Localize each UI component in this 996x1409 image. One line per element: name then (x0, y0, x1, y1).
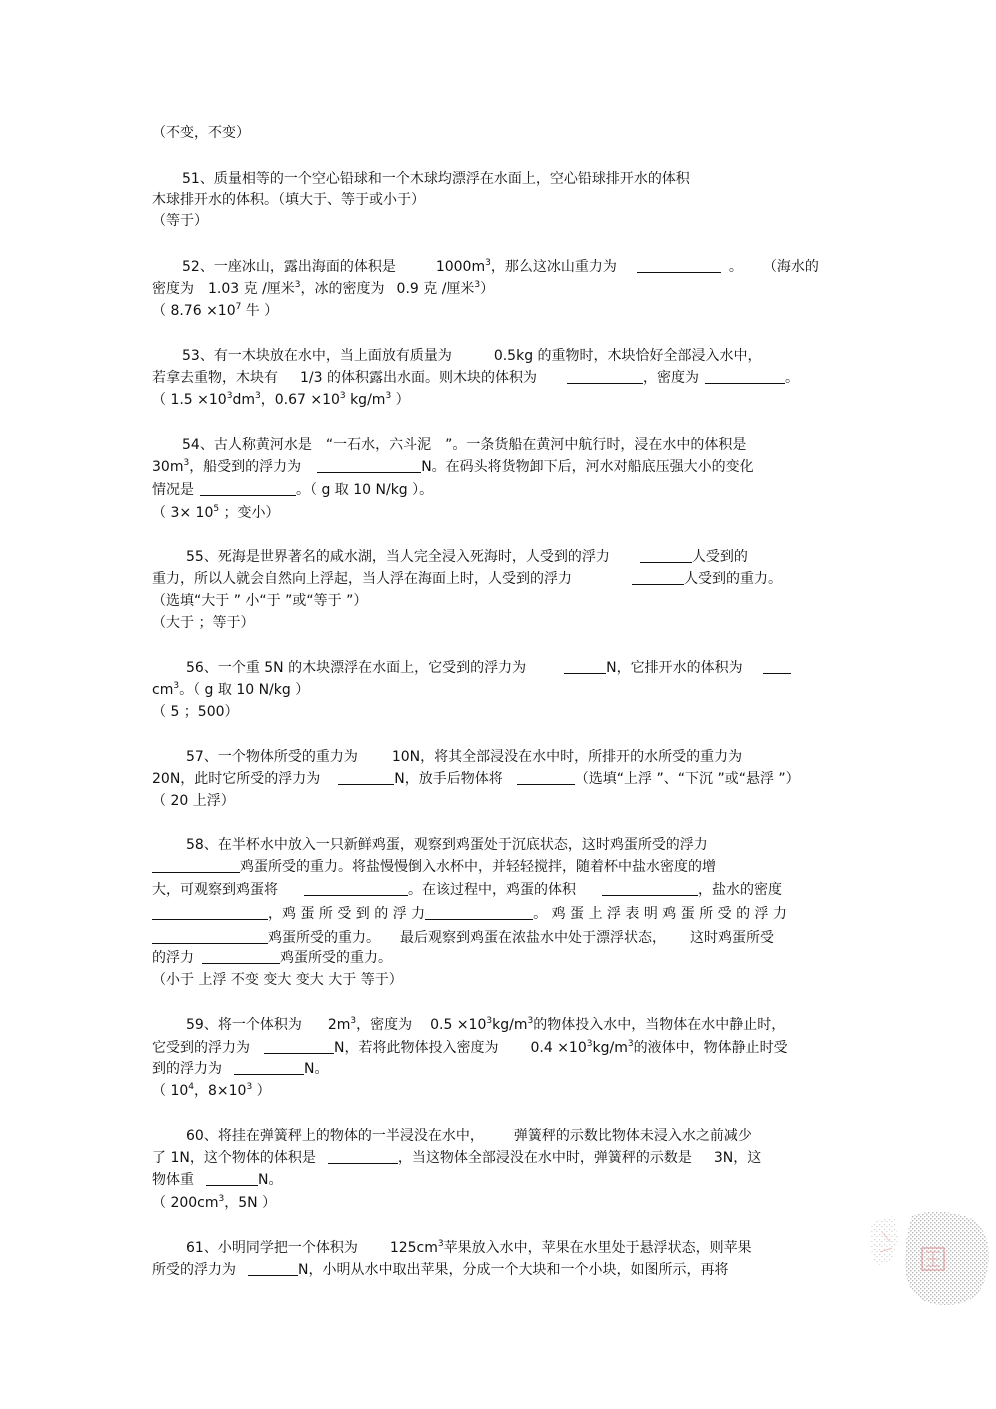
question-60-line-1: 60、将挂在弹簧秤上的物体的一半浸没在水中， 弹簧秤的示数比物体未浸入水之前减少 (186, 1128, 752, 1144)
answer-52: （ $8.76 \times 10^7$ 牛 ） (152, 302, 279, 319)
question-58-line-5: 鸡蛋所受的重力。 最后观察到鸡蛋在浓盐水中处于漂浮状态， 这时鸡蛋所受 (152, 929, 774, 947)
answer-blank[interactable] (763, 659, 791, 674)
answer-59: （ $10^4$，$8\times 10^3$ ） (152, 1082, 271, 1099)
answer-blank[interactable] (338, 770, 394, 785)
question-51-line-1: 51、质量相等的一个空心铅球和一个木球均漂浮在水面上，空心铅球排开水的体积 (182, 171, 690, 187)
question-58-line-2: 鸡蛋所受的重力。将盐慢慢倒入水杯中，并轻轻搅拌，随着杯中盐水密度的增 (152, 858, 716, 876)
question-52-line-2: 密度为 1.03 克 /厘米$^3$，冰的密度为 0.9 克 /厘米$^3$） (152, 280, 495, 297)
answer-blank[interactable] (567, 369, 643, 384)
question-55-line-2: 重力，所以人就会自然向上浮起，当人浮在海面上时，人受到的浮力 人受到的重力。 (152, 571, 782, 587)
answer-54: （ $3\times 10^5$ ；变小） (152, 504, 280, 521)
answer-blank[interactable] (152, 929, 268, 944)
answer-56: （ 5 ；500） (152, 704, 239, 720)
answer-blank[interactable] (602, 881, 698, 896)
answer-blank[interactable] (632, 570, 684, 585)
question-54-line-3: 情况是 。（ g 取 10 N/kg ）。 (152, 482, 434, 498)
answer-blank[interactable] (317, 458, 421, 473)
answer-blank[interactable] (206, 1171, 258, 1186)
question-57-line-1: 57、一个物体所受的重力为 10N，将其全部浸没在水中时，所排开的水所受的重力为 (186, 749, 743, 765)
answer-blank[interactable] (264, 1039, 334, 1054)
question-54-line-1: 54、古人称黄河水是 “一石水，六斗泥 ”。一条货船在黄河中航行时，浸在水中的体积是 (182, 437, 747, 453)
answer-blank[interactable] (248, 1261, 298, 1276)
answer-blank[interactable] (640, 548, 692, 563)
question-61-line-2: 所受的浮力为 N，小明从水中取出苹果，分成一个大块和一个小块，如图所示，再将 (152, 1262, 729, 1278)
answer-57: （ 20 上浮） (152, 793, 235, 809)
question-52-line-1: 52、一座冰山，露出海面的体积是 $1000m^3$，那么这冰山重力为 。 （海水的 (182, 258, 819, 275)
question-53-line-2: 若拿去重物，木块有 1/3 的体积露出水面。则木块的体积为 ，密度为 。 (152, 370, 799, 386)
question-59-line-2: 它受到的浮力为 N，若将此物体投入密度为 $0.4 \times 10^3kg/m^3$的液体中，物体静止时受 (152, 1039, 788, 1056)
seal-stamp-image (868, 1208, 992, 1308)
question-61-line-1: 61、小明同学把一个体积为 $125cm^3$苹果放入水中，苹果在水里处于悬浮状态，则苹果 (186, 1239, 752, 1256)
answer-58: （小于 上浮 不变 变大 变大 大于 等于） (152, 972, 403, 988)
answer-blank[interactable] (304, 881, 408, 896)
question-54-line-2: $30m^3$，船受到的浮力为 N。在码头将货物卸下后，河水对船底压强大小的变化 (152, 458, 754, 475)
answer-51: （等于） (152, 213, 208, 229)
question-56-line-1: 56、一个重 5N 的木块漂浮在水面上，它受到的浮力为 N，它排开水的体积为 (186, 659, 791, 677)
question-55-line-3: （选填“大于 ” 小“于 ”或“等于 ”） (152, 593, 368, 609)
answer-50: （不变，不变） (152, 125, 250, 141)
answer-blank[interactable] (425, 905, 533, 920)
question-58-line-4: ，鸡 蛋 所 受 到 的 浮 力 。 鸡 蛋 上 浮 表 明 鸡 蛋 所 受 的 浮 力 (152, 905, 787, 923)
question-58-line-3: 大，可观察到鸡蛋将 。在该过程中，鸡蛋的体积 ，盐水的密度 (152, 882, 782, 898)
answer-blank[interactable] (234, 1060, 304, 1075)
answer-blank[interactable] (564, 659, 606, 674)
answer-blank[interactable] (202, 949, 280, 964)
question-59-line-1: 59、将一个体积为 $2m^3$，密度为 $0.5 \times 10^3kg/m^3$的物体投入水中，当物体在水中静止时， (186, 1016, 786, 1033)
question-56-line-2: $cm^3$。（ g 取 10 N/kg ） (152, 681, 310, 698)
answer-blank[interactable] (200, 481, 296, 496)
question-57-line-2: 20N，此时它所受的浮力为 N，放手后物体将 （选填“上浮 ”、“下沉 ”或“悬浮 ”） (152, 771, 800, 787)
question-53-line-1: 53、有一木块放在水中，当上面放有质量为 0.5kg 的重物时，木块恰好全部浸入水中， (182, 348, 762, 364)
answer-blank[interactable] (517, 770, 575, 785)
answer-blank[interactable] (637, 258, 721, 273)
question-58-line-6: 的浮力 鸡蛋所受的重力。 (152, 950, 392, 966)
answer-blank[interactable] (328, 1149, 398, 1164)
answer-blank[interactable] (152, 905, 268, 920)
answer-55: （大于 ；等于） (152, 615, 255, 631)
answer-blank[interactable] (152, 858, 240, 873)
question-60-line-2: 了 1N，这个物体的体积是 ，当这物体全部浸没在水中时，弹簧秤的示数是 3N，这 (152, 1150, 762, 1166)
question-60-line-3: 物体重 N。 (152, 1172, 283, 1188)
answer-60: （ $200cm^3$，5N ） (152, 1194, 277, 1211)
question-59-line-3: 到的浮力为 N。 (152, 1061, 329, 1077)
question-58-line-1: 58、在半杯水中放入一只新鲜鸡蛋，观察到鸡蛋处于沉底状态，这时鸡蛋所受的浮力 (186, 837, 708, 853)
question-55-line-1: 55、死海是世界著名的咸水湖，当人完全浸入死海时，人受到的浮力 人受到的 (186, 549, 748, 565)
question-51-line-2: 木球排开水的体积。（填大于、等于或小于） (152, 192, 425, 208)
answer-53: （ $1.5 \times 10^3dm^3$，$0.67 \times 10^3$ $kg/m^3$ ） (152, 391, 410, 408)
answer-blank[interactable] (705, 369, 785, 384)
